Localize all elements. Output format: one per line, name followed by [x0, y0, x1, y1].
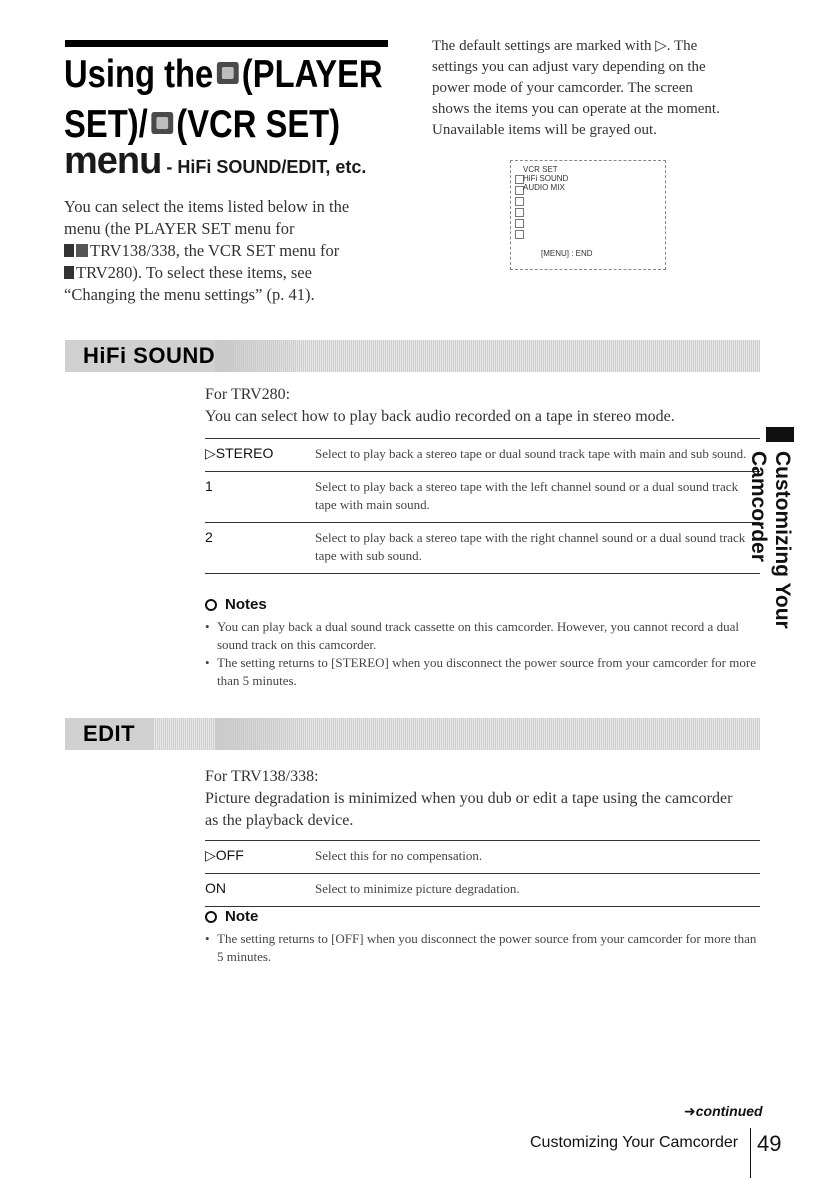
vcr-set-icon	[151, 112, 173, 134]
table-row	[205, 522, 760, 574]
page-subtitle	[64, 140, 366, 183]
option-desc: Select to play back a stereo tape with the left channel sound or a dual sound track tape with main sound.	[315, 479, 739, 512]
edit-desc: as the playback device.	[205, 812, 354, 829]
defaults-line: settings you can adjust vary depending on the	[432, 59, 706, 75]
subtitle-menu: menu	[64, 140, 162, 182]
option-label: ▷OFF	[205, 847, 244, 863]
page-title	[64, 50, 383, 150]
note-icon	[205, 911, 217, 923]
edit-model: For TRV138/338:	[205, 768, 319, 785]
note-icon	[205, 599, 217, 611]
hifi-intro	[205, 384, 765, 428]
notes-title: Notes	[225, 596, 267, 613]
model-icon	[64, 266, 74, 279]
continued-label: ➜continued	[684, 1103, 763, 1119]
screen-item: HiFi SOUND	[523, 174, 569, 183]
note-item: • The setting returns to [OFF] when you disconnect the power source from your camcorder for more than 5 minutes.	[205, 930, 765, 966]
edit-bar	[65, 718, 760, 750]
intro-line: TRV280). To select these items, see	[76, 263, 312, 282]
hifi-sound-heading: HiFi SOUND	[65, 340, 233, 372]
option-label: ON	[205, 880, 226, 896]
option-label: 1	[205, 478, 213, 494]
hifi-notes-heading	[205, 596, 267, 613]
edit-notes	[205, 930, 765, 966]
title-text-4: (VCR SET)	[176, 103, 341, 146]
defaults-line: power mode of your camcorder. The screen	[432, 80, 693, 96]
table-row	[205, 438, 760, 471]
title-rule	[65, 40, 388, 47]
footer-section: Customizing Your Camcorder	[530, 1134, 739, 1151]
intro-line: “Changing the menu settings” (p. 41).	[64, 285, 315, 304]
page-number-rule	[750, 1128, 751, 1178]
defaults-line: shows the items you can operate at the moment.	[432, 101, 720, 117]
table-row	[205, 840, 760, 873]
defaults-line: Unavailable items will be grayed out.	[432, 122, 657, 138]
edit-note-heading	[205, 908, 258, 925]
option-desc: Select to play back a stereo tape with the right channel sound or a dual sound track tape with sub sound.	[315, 530, 746, 563]
title-text-2: (PLAYER	[241, 53, 383, 96]
defaults-paragraph	[432, 36, 762, 141]
intro-line: menu (the PLAYER SET menu for	[64, 219, 295, 238]
side-tab	[747, 427, 794, 697]
note-item: • The setting returns to [STEREO] when you disconnect the power source from your camcorder for more than 5 minutes.	[205, 654, 765, 690]
option-desc: Select to minimize picture degradation.	[315, 881, 520, 896]
option-label: ▷STEREO	[205, 445, 274, 461]
screen-end: [MENU] : END	[541, 249, 593, 258]
side-tab-marker	[766, 427, 794, 442]
intro-paragraph	[64, 196, 394, 306]
model-icon	[64, 244, 74, 257]
side-tab-label: Customizing Your Camcorder	[747, 451, 794, 629]
hifi-model: For TRV280:	[205, 386, 291, 403]
subtitle-items: - HiFi SOUND/EDIT, etc.	[161, 157, 367, 177]
note-item: • You can play back a dual sound track cassette on this camcorder. However, you cannot record a dual sound track on this camcorder.	[205, 618, 765, 654]
edit-desc: Picture degradation is minimized when you dub or edit a tape using the camcorder	[205, 790, 733, 807]
option-desc: Select to play back a stereo tape or dual sound track tape with main and sub sound.	[315, 446, 747, 461]
option-desc: Select this for no compensation.	[315, 848, 483, 863]
table-row	[205, 873, 760, 907]
menu-screen-illustration	[510, 160, 666, 270]
title-text-3: SET)/	[64, 103, 148, 146]
edit-options-table	[205, 840, 760, 907]
table-row	[205, 471, 760, 522]
hifi-notes	[205, 618, 765, 690]
edit-heading: EDIT	[65, 718, 153, 750]
player-set-icon	[217, 62, 239, 84]
option-label: 2	[205, 529, 213, 545]
title-text-1: Using the	[64, 53, 214, 96]
intro-line: TRV138/338, the VCR SET menu for	[90, 241, 340, 260]
hifi-desc: You can select how to play back audio recorded on a tape in stereo mode.	[205, 408, 675, 425]
hifi-options-table	[205, 438, 760, 574]
hifi-sound-bar	[65, 340, 760, 372]
screen-title: VCR SET	[523, 165, 558, 174]
page-number: 49	[757, 1131, 782, 1156]
note-title: Note	[225, 908, 259, 925]
screen-item: AUDIO MIX	[523, 183, 565, 192]
edit-intro	[205, 766, 765, 832]
intro-line: You can select the items listed below in the	[64, 197, 350, 216]
defaults-line: The default settings are marked with ▷. The	[432, 38, 698, 54]
model-icon	[76, 244, 88, 257]
